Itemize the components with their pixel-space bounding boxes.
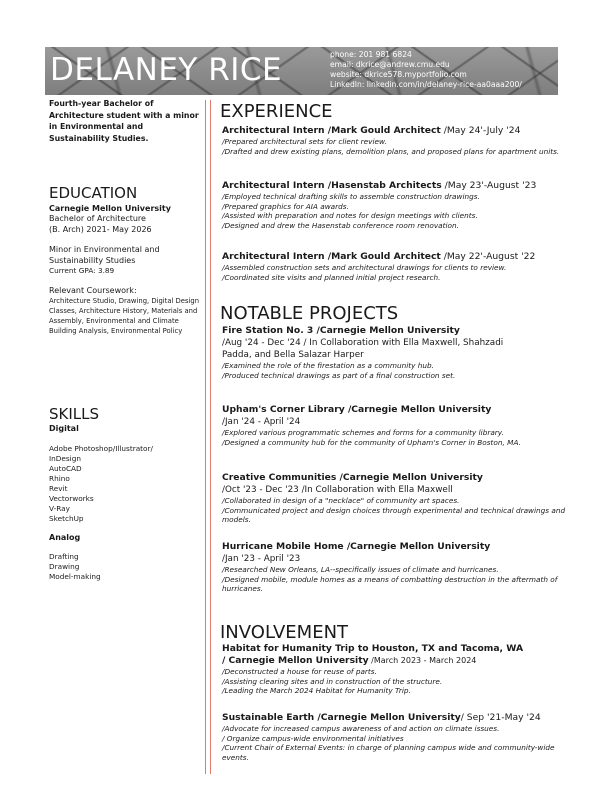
involvement-title: Sustainable Earth /Carnegie Mellon University bbox=[222, 712, 461, 723]
experience-bullet: /Designed and drew the Hasenstab conference room renovation. bbox=[222, 220, 459, 230]
involvement-item bbox=[222, 712, 567, 762]
involvement-title: Habitat for Humanity Trip to Houston, TX and Tacoma, WA bbox=[222, 643, 524, 654]
project-bullet: /Produced technical drawings as part of a final construction set. bbox=[222, 370, 456, 380]
experience-date: /May 24'-July '24 bbox=[440, 125, 521, 136]
project-meta: /Jan '23 - April '23 bbox=[222, 554, 301, 564]
project-bullet: /Communicated project and design choices through experimental and technical drawings and models. bbox=[222, 505, 566, 525]
involvement-bullet: / Organize campus-wide environmental initiatives bbox=[222, 733, 404, 743]
experience-title: Architectural Intern /Mark Gould Architect bbox=[222, 125, 441, 136]
involvement-bullet: /Current Chair of External Events: in charge of planning campus wide and community-wide events. bbox=[222, 743, 555, 762]
project-meta: Padda, and Bella Salazar Harper bbox=[222, 350, 364, 360]
linkedin-link[interactable]: LinkedIn: linkedin.com/in/delaney-rice-aa0aaa200/ bbox=[330, 80, 522, 89]
experience-bullet: /Employed technical drafting skills to assemble construction drawings. bbox=[222, 192, 480, 201]
experience-bullet: /Prepared graphics for AIA awards. bbox=[222, 201, 349, 211]
skill-item: Model-making bbox=[49, 572, 101, 581]
involvement-date: / Sep '21-May '24 bbox=[460, 712, 541, 723]
experience-item bbox=[222, 251, 567, 282]
skill-item: SketchUp bbox=[49, 514, 84, 523]
experience-bullet: /Assembled construction sets and architectural drawings for clients to review. bbox=[222, 263, 507, 272]
experience-bullet: /Coordinated site visits and planned initial project research. bbox=[222, 272, 441, 282]
experience-title: Architectural Intern /Hasenstab Architects bbox=[222, 180, 442, 191]
experience-date: /May 22'-August '22 bbox=[440, 251, 536, 262]
involvement-heading: INVOLVEMENT bbox=[220, 622, 349, 643]
experience-bullet: /Prepared architectural sets for client review. bbox=[222, 137, 387, 146]
experience-heading: EXPERIENCE bbox=[220, 101, 333, 122]
projects-heading: NOTABLE PROJECTS bbox=[220, 303, 399, 324]
skills-digital-label: Digital bbox=[49, 424, 79, 433]
education-school: Carnegie Mellon University bbox=[49, 204, 171, 213]
coursework-label: Relevant Coursework: bbox=[49, 286, 137, 295]
column-divider bbox=[205, 100, 211, 774]
education-degree-1: Bachelor of Architecture bbox=[49, 214, 146, 223]
involvement-org: / Carnegie Mellon University bbox=[222, 655, 369, 666]
skill-item: Drafting bbox=[49, 552, 79, 561]
education-gpa: Current GPA: 3.89 bbox=[49, 266, 115, 275]
involvement-bullet: /Assisting clearing sites and in construction of the structure. bbox=[222, 676, 443, 686]
project-item bbox=[222, 472, 567, 525]
education-section bbox=[49, 184, 201, 336]
involvement-bullet: /Advocate for increased campus awareness of and action on climate issues. bbox=[222, 724, 500, 733]
skills-digital-list bbox=[49, 444, 201, 524]
skill-item: Revit bbox=[49, 484, 68, 493]
header-banner bbox=[45, 47, 558, 95]
skill-item: Vectorworks bbox=[49, 494, 94, 503]
project-bullet: /Designed mobile, module homes as a means of combatting destruction in the aftermath of hurricanes. bbox=[222, 574, 558, 594]
experience-item bbox=[222, 180, 567, 230]
education-minor-1: Minor in Environmental and bbox=[49, 245, 160, 254]
skill-item: AutoCAD bbox=[49, 464, 82, 473]
project-bullet: /Researched New Orleans, LA--specifically issues of climate and hurricanes. bbox=[222, 565, 499, 574]
experience-date: /May 23'-August '23 bbox=[441, 180, 537, 191]
skill-item: InDesign bbox=[49, 454, 81, 463]
contact-block bbox=[330, 50, 522, 90]
project-title: Creative Communities /Carnegie Mellon University bbox=[222, 472, 483, 483]
project-bullet: /Collaborated in design of a "necklace" of community art spaces. bbox=[222, 496, 460, 505]
project-title: Fire Station No. 3 /Carnegie Mellon University bbox=[222, 325, 460, 336]
project-meta: /Aug '24 - Dec '24 / In Collaboration with Ella Maxwell, Shahzadi bbox=[222, 338, 504, 348]
email-link[interactable]: email: dkrice@andrew.cmu.edu bbox=[330, 60, 450, 69]
applicant-name: DELANEY RICE bbox=[50, 52, 283, 88]
experience-bullet: /Drafted and drew existing plans, demolition plans, and proposed plans for apartment units. bbox=[222, 146, 560, 156]
project-item bbox=[222, 404, 567, 447]
education-degree-2: (B. Arch) 2021- May 2026 bbox=[49, 225, 152, 234]
involvement-date: /March 2023 - March 2024 bbox=[368, 656, 477, 665]
project-bullet: /Examined the role of the firestation as a community hub. bbox=[222, 361, 434, 370]
skills-section bbox=[49, 405, 201, 582]
website-link[interactable]: website: dkrice578.myportfolio.com bbox=[330, 70, 467, 79]
experience-title: Architectural Intern /Mark Gould Architect bbox=[222, 251, 441, 262]
intro-summary: Fourth-year Bachelor of Architecture student with a minor in Environmental and Sustainability Studies. bbox=[49, 99, 199, 143]
skill-item: Drawing bbox=[49, 562, 80, 571]
involvement-item bbox=[222, 643, 567, 696]
skill-item: Adobe Photoshop/Illustrator/ bbox=[49, 444, 153, 453]
project-title: Upham's Corner Library /Carnegie Mellon University bbox=[222, 404, 492, 415]
involvement-bullet: /Deconstructed a house for reuse of parts. bbox=[222, 667, 377, 676]
experience-item bbox=[222, 125, 567, 156]
project-meta: /Oct '23 - Dec '23 /In Collaboration with Ella Maxwell bbox=[222, 485, 453, 495]
coursework-list: Architecture Studio, Drawing, Digital Design Classes, Architecture History, Materials and Assembly, Environmental and Climate Building Analysis, Environmental Policy bbox=[49, 297, 199, 335]
phone-text: phone: 201 981 6824 bbox=[330, 50, 412, 59]
experience-bullet: /Assisted with preparation and notes for design meetings with clients. bbox=[222, 211, 478, 221]
involvement-bullet: /Leading the March 2024 Habitat for Humanity Trip. bbox=[222, 686, 411, 696]
project-item bbox=[222, 541, 567, 594]
skills-analog-label: Analog bbox=[49, 533, 81, 542]
project-meta: /Jan '24 - April '24 bbox=[222, 417, 301, 427]
project-bullet: /Designed a community hub for the community of Upham's Corner in Boston, MA. bbox=[222, 437, 521, 447]
education-minor-2: Sustainability Studies bbox=[49, 256, 136, 265]
project-title: Hurricane Mobile Home /Carnegie Mellon University bbox=[222, 541, 491, 552]
skills-analog-list bbox=[49, 552, 201, 582]
project-item bbox=[222, 325, 567, 380]
skill-item: Rhino bbox=[49, 474, 70, 483]
project-bullet: /Explored various programmatic schemes and forms for a community library. bbox=[222, 428, 504, 437]
skills-heading: SKILLS bbox=[49, 405, 100, 423]
education-heading: EDUCATION bbox=[49, 184, 138, 202]
skill-item: V-Ray bbox=[49, 504, 70, 513]
